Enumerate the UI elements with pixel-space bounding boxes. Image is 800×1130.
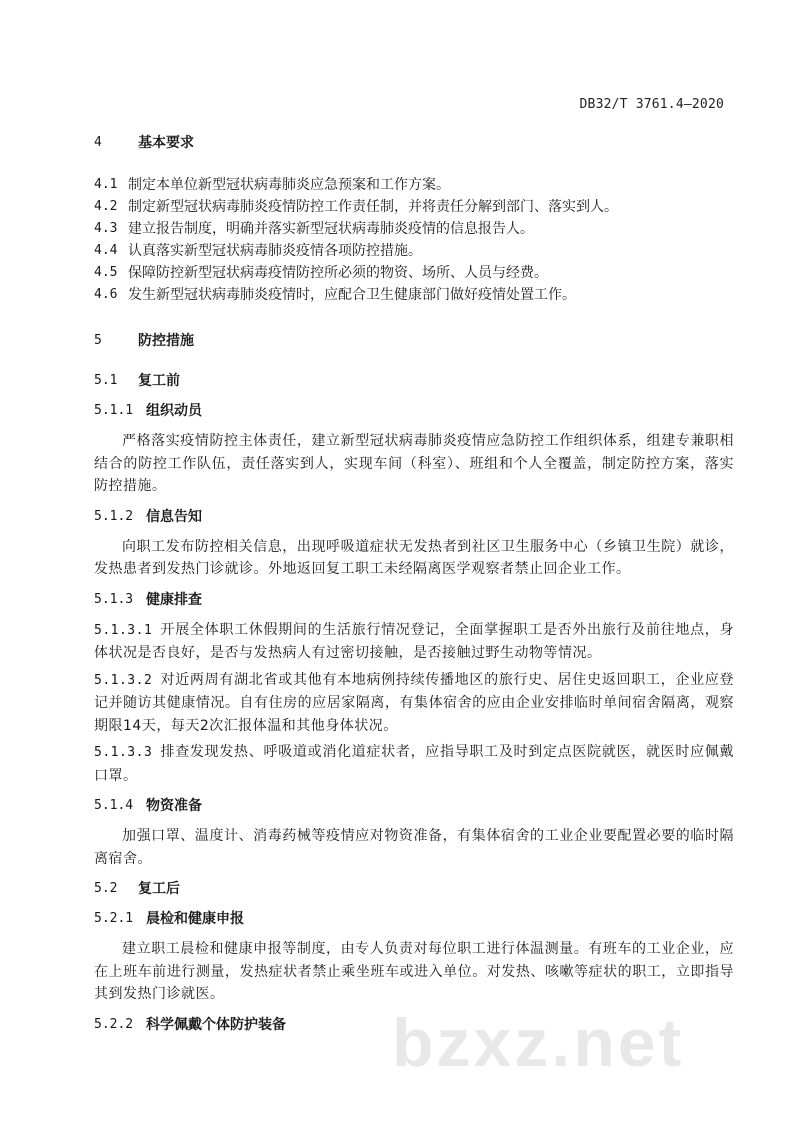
clause [94, 741, 734, 787]
list-item [94, 262, 734, 284]
document-body [94, 132, 734, 1036]
section-5-2-heading [94, 878, 734, 900]
section-number: 5.2 [94, 881, 118, 896]
clause-text: 对近两周有湖北省或其他有本地病例持续传播地区的旅行史、居住史返回职工，企业应登记并随访其健康情况。自有住房的应居家隔离，有集体宿舍的应由企业安排临时单间宿舍隔离，观察期限14天，每天2次汇报体温和其他身体状况。 [94, 671, 734, 734]
paragraph: 向职工发布防控相关信息，出现呼吸道症状无发热者到社区卫生服务中心（乡镇卫生院）就诊，发热患者到发热门诊就诊。外地返回复工职工未经隔离医学观察者禁止回企业工作。 [94, 538, 734, 577]
item-text: 发生新型冠状病毒肺炎疫情时，应配合卫生健康部门做好疫情处置工作。 [128, 287, 576, 303]
list-item [94, 284, 734, 306]
item-text: 制定新型冠状病毒肺炎疫情防控工作责任制，并将责任分解到部门、落实到人。 [128, 199, 618, 215]
section-title: 组织动员 [146, 403, 202, 419]
section-title: 信息告知 [146, 508, 202, 525]
standard-code: DB32/T 3761.4—2020 [579, 97, 724, 112]
section-number: 5.1 [94, 373, 118, 388]
item-number: 4.6 [94, 287, 118, 302]
list-item [94, 174, 734, 196]
section-5-1-1-heading [94, 400, 734, 422]
section-5-1-3-heading [94, 589, 734, 611]
list-item [94, 218, 734, 240]
clause [94, 619, 734, 665]
section-number: 5.1.1 [94, 403, 134, 418]
item-text: 建立报告制度，明确并落实新型冠状病毒肺炎疫情的信息报告人。 [128, 221, 534, 237]
item-number: 4.3 [94, 221, 118, 236]
item-text: 认真落实新型冠状病毒肺炎疫情各项防控措施。 [128, 243, 422, 259]
item-number: 4.4 [94, 243, 118, 258]
section-number: 5.1.3 [94, 591, 134, 607]
section-5-1-2-heading [94, 506, 734, 528]
section-5-2-1-heading [94, 908, 734, 930]
section-number: 5.2.2 [94, 1016, 134, 1032]
paragraph: 建立职工晨检和健康申报等制度，由专人负责对每位职工进行体温测量。有班车的工业企业，应在上班车前进行测量，发热症状者禁止乘坐班车或进入单位。对发热、咳嗽等症状的职工，立即指导其到发热门诊就医。 [94, 941, 734, 1002]
requirements-list [94, 174, 734, 306]
paragraph: 加强口罩、温度计、消毒药械等疫情应对物资准备，有集体宿舍的工业企业要配置必要的临时隔离宿舍。 [94, 828, 734, 867]
item-number: 4.2 [94, 199, 118, 214]
section-number: 5.2.1 [94, 911, 134, 926]
item-text: 制定本单位新型冠状病毒肺炎应急预案和工作方案。 [128, 177, 450, 193]
section-title: 防控措施 [138, 333, 194, 349]
section-number: 5 [94, 333, 102, 348]
section-4-heading [94, 132, 734, 154]
section-number: 5.1.4 [94, 798, 134, 813]
section-title: 基本要求 [138, 135, 194, 151]
list-item [94, 240, 734, 262]
section-title: 科学佩戴个体防护装备 [146, 1016, 286, 1033]
watermark-text: bzxz.net [392, 1005, 685, 1081]
section-title: 健康排查 [146, 591, 202, 608]
section-number: 5.1.2 [94, 508, 134, 524]
item-number: 4.5 [94, 265, 118, 280]
clause-text: 排查发现发热、呼吸道或消化道症状者，应指导职工及时到定点医院就医，就医时应佩戴口罩。 [94, 744, 734, 784]
clause [94, 669, 734, 738]
section-5-heading [94, 330, 734, 352]
item-number: 4.1 [94, 177, 118, 192]
section-title: 复工前 [138, 373, 180, 389]
section-title: 复工后 [138, 881, 180, 897]
clause-number: 5.1.3.3 [94, 745, 153, 760]
section-title: 物资准备 [146, 798, 202, 814]
list-item [94, 196, 734, 218]
clause-text: 开展全体职工休假期间的生活旅行情况登记，全面掌握职工是否外出旅行及前往地点，身体状况是否良好，是否与发热病人有过密切接触，是否接触过野生动物等情况。 [94, 621, 734, 661]
paragraph: 严格落实疫情防控主体责任，建立新型冠状病毒肺炎疫情应急防控工作组织体系，组建专兼职相结合的防控工作队伍，责任落实到人，实现车间（科室）、班组和个人全覆盖，制定防控方案，落实防控措施。 [94, 433, 734, 494]
clause-number: 5.1.3.1 [94, 622, 153, 638]
section-title: 晨检和健康申报 [146, 911, 244, 927]
section-number: 4 [94, 135, 102, 150]
item-text: 保障防控新型冠状病毒疫情防控所必须的物资、场所、人员与经费。 [128, 265, 548, 281]
section-5-1-heading [94, 370, 734, 392]
section-5-1-4-heading [94, 795, 734, 817]
clause-number: 5.1.3.2 [94, 672, 153, 688]
